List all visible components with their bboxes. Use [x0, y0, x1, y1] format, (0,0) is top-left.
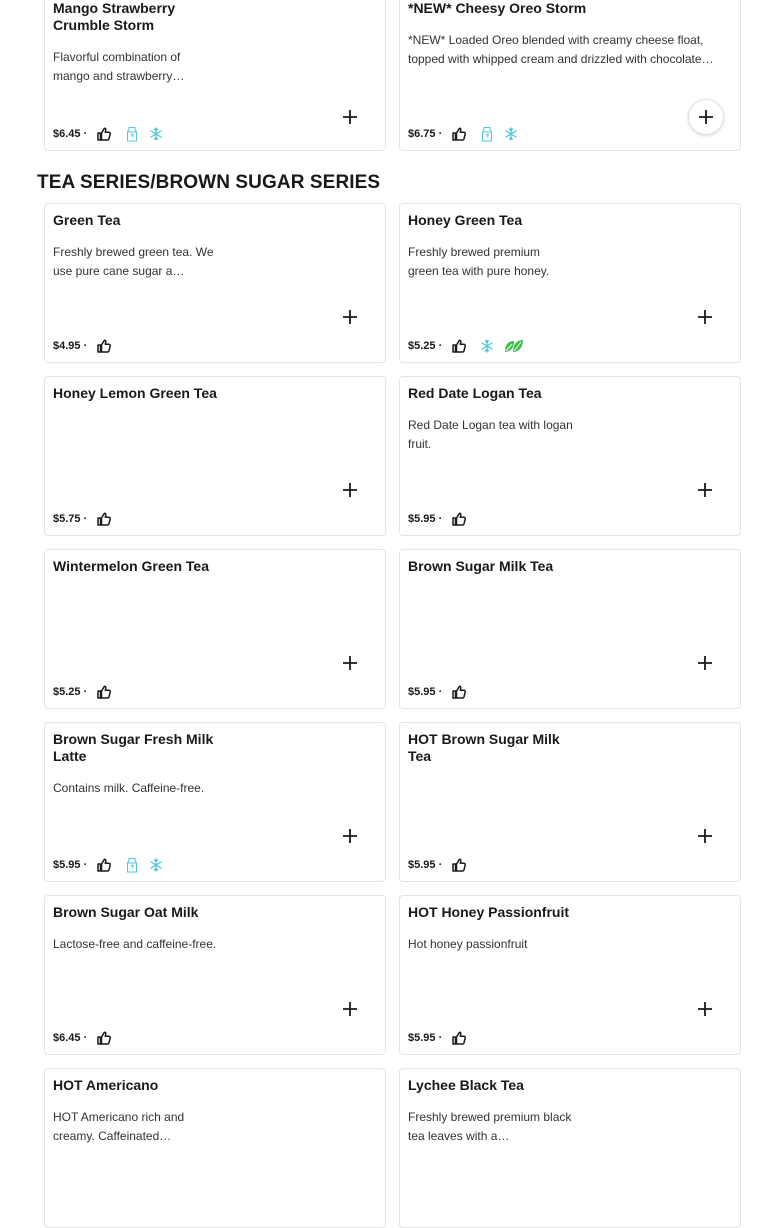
- menu-item-name: HOT Brown Sugar Milk Tea: [408, 731, 560, 764]
- menu-item-meta: [408, 1029, 467, 1047]
- menu-item-price: $5.95 ·: [53, 859, 88, 871]
- thumbs-up-icon: [451, 511, 467, 527]
- menu-item-name: Red Date Logan Tea: [408, 385, 542, 401]
- thumbs-up-icon: [96, 857, 112, 873]
- menu-item-card[interactable]: [399, 722, 741, 882]
- menu-item-description: *NEW* Loaded Oreo blended with creamy cheese float, topped with whipped cream and drizzled with chocolate…: [408, 33, 714, 66]
- add-to-cart-button[interactable]: [335, 102, 365, 132]
- menu-item-meta: [408, 125, 519, 143]
- menu-item-name: Brown Sugar Oat Milk: [53, 904, 199, 920]
- menu-item-price: $5.95 ·: [408, 513, 443, 525]
- thumbs-up-icon: [96, 1030, 112, 1046]
- menu-item-description: Freshly brewed green tea. We use pure cane sugar a…: [53, 245, 214, 278]
- thumbs-up-icon: [451, 857, 467, 873]
- menu-item-price: $5.95 ·: [408, 859, 443, 871]
- menu-item-name: Green Tea: [53, 212, 121, 228]
- milk-icon: [479, 126, 495, 142]
- add-to-cart-button[interactable]: [690, 821, 720, 851]
- menu-item-card[interactable]: [399, 203, 741, 363]
- add-to-cart-button[interactable]: [688, 99, 724, 135]
- menu-item-meta: [53, 510, 112, 528]
- menu-item-meta: [408, 856, 467, 874]
- menu-item-name: Brown Sugar Fresh Milk Latte: [53, 731, 214, 764]
- menu-item-price: $6.45 ·: [53, 128, 88, 140]
- menu-item-meta: [53, 1029, 112, 1047]
- menu-item-price: $6.45 ·: [53, 1032, 88, 1044]
- menu-item-description: Freshly brewed premium green tea with pure honey.: [408, 245, 550, 278]
- menu-item-card[interactable]: [399, 895, 741, 1055]
- add-to-cart-button[interactable]: [690, 648, 720, 678]
- menu-item-description: Red Date Logan tea with logan fruit.: [408, 418, 573, 451]
- menu-item-card[interactable]: [399, 376, 741, 536]
- add-to-cart-button[interactable]: [690, 475, 720, 505]
- menu-item-description: Lactose-free and caffeine-free.: [53, 937, 217, 951]
- menu-item-meta: [53, 125, 164, 143]
- menu-item-meta: [53, 683, 112, 701]
- menu-item-card[interactable]: [44, 722, 386, 882]
- menu-item-price: $5.25 ·: [53, 686, 88, 698]
- section-title: TEA SERIES/BROWN SUGAR SERIES: [37, 172, 381, 193]
- add-to-cart-button[interactable]: [335, 302, 365, 332]
- thumbs-up-icon: [96, 684, 112, 700]
- menu-item-name: Brown Sugar Milk Tea: [408, 558, 554, 574]
- snowflake-icon: [503, 126, 519, 142]
- thumbs-up-icon: [96, 511, 112, 527]
- snowflake-icon: [148, 126, 164, 142]
- menu-item-card[interactable]: [44, 895, 386, 1055]
- add-to-cart-button[interactable]: [335, 648, 365, 678]
- snowflake-icon: [479, 338, 495, 354]
- menu-item-card[interactable]: [399, 0, 741, 151]
- menu-item-meta: [53, 856, 164, 874]
- menu-item-description: Freshly brewed premium black tea leaves with a…: [408, 1110, 572, 1143]
- add-to-cart-button[interactable]: [690, 994, 720, 1024]
- menu-item-price: $5.95 ·: [408, 1032, 443, 1044]
- menu-item-card[interactable]: [44, 376, 386, 536]
- menu-item-name: Wintermelon Green Tea: [53, 558, 209, 574]
- thumbs-up-icon: [96, 338, 112, 354]
- add-to-cart-button[interactable]: [690, 302, 720, 332]
- menu-item-price: $5.25 ·: [408, 340, 443, 352]
- menu-item-name: Honey Lemon Green Tea: [53, 385, 217, 401]
- menu-item-price: $4.95 ·: [53, 340, 88, 352]
- menu-item-name: Lychee Black Tea: [408, 1077, 524, 1093]
- add-to-cart-button[interactable]: [335, 994, 365, 1024]
- milk-icon: [124, 126, 140, 142]
- menu-item-price: $6.75 ·: [408, 128, 443, 140]
- menu-item-name: Honey Green Tea: [408, 212, 523, 228]
- menu-item-card[interactable]: [44, 1068, 386, 1228]
- menu-item-description: HOT Americano rich and creamy. Caffeinated…: [53, 1110, 185, 1143]
- thumbs-up-icon: [96, 126, 112, 142]
- menu-item-card[interactable]: [44, 549, 386, 709]
- menu-item-description: Hot honey passionfruit: [408, 937, 528, 951]
- snowflake-icon: [148, 857, 164, 873]
- thumbs-up-icon: [451, 1030, 467, 1046]
- menu-item-price: $5.75 ·: [53, 513, 88, 525]
- thumbs-up-icon: [451, 126, 467, 142]
- thumbs-up-icon: [451, 338, 467, 354]
- menu-item-card[interactable]: [44, 203, 386, 363]
- milk-icon: [124, 857, 140, 873]
- menu-item-name: Mango Strawberry Crumble Storm: [53, 0, 176, 33]
- menu-item-description: Contains milk. Caffeine-free.: [53, 781, 205, 795]
- add-to-cart-button[interactable]: [335, 821, 365, 851]
- menu-item-meta: [408, 683, 467, 701]
- menu-item-meta: [53, 337, 112, 355]
- thumbs-up-icon: [451, 684, 467, 700]
- menu-item-name: *NEW* Cheesy Oreo Storm: [408, 0, 587, 16]
- menu-item-description: Flavorful combination of mango and strawberry…: [53, 50, 185, 83]
- menu-item-name: HOT Honey Passionfruit: [408, 904, 570, 920]
- add-to-cart-button[interactable]: [335, 475, 365, 505]
- leaf-icon: [503, 338, 525, 354]
- menu-item-meta: [408, 337, 525, 355]
- menu-item-card[interactable]: [399, 549, 741, 709]
- menu-item-name: HOT Americano: [53, 1077, 159, 1093]
- menu-item-price: $5.95 ·: [408, 686, 443, 698]
- menu-item-meta: [408, 510, 467, 528]
- menu-item-card[interactable]: [44, 0, 386, 151]
- menu-item-card[interactable]: [399, 1068, 741, 1228]
